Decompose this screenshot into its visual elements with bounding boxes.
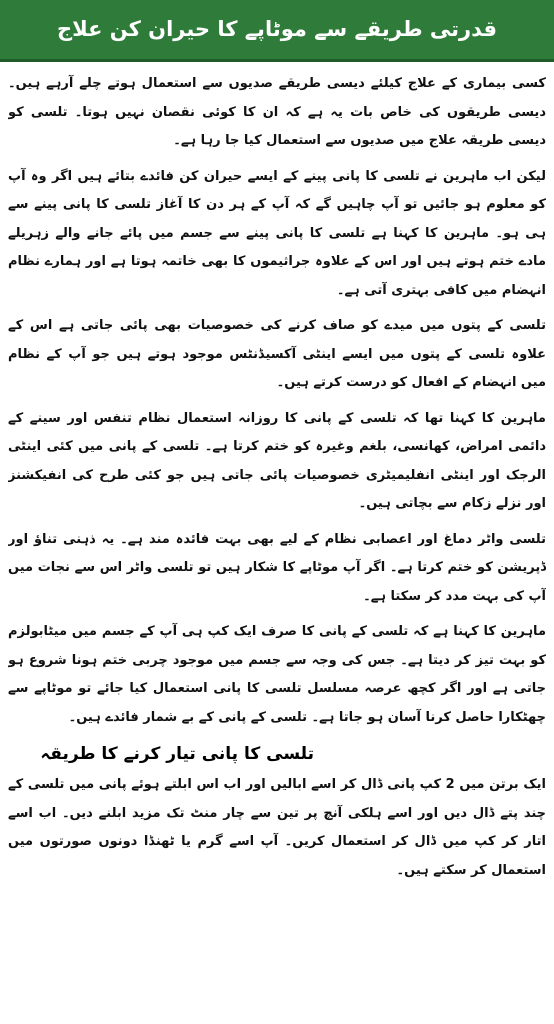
paragraph-nervous-system: تلسی واٹر دماغ اور اعصابی نظام کے لیے بھی بہت فائدہ مند ہے۔ یہ ذہنی تناؤ اور ڈپریشن کو ختم کرتا ہے۔ اگر آپ موٹاپے کا شکار ہیں تو تلسی واٹر اس سے نجات میں آپ کی بہت مدد کر سکتا ہے۔ [8, 531, 546, 604]
paragraph-metabolism: ماہرین کا کہنا ہے کہ تلسی کے پانی کا صرف ایک کپ ہی آپ کے جسم میں میٹابولزم کو بہت تیز کر دیتا ہے۔ جس کی وجہ سے جسم میں موجود چربی ختم ہونا شروع ہو جاتی ہے اور اگر کچھ عرصہ مسلسل تلسی کا پانی استعمال کیا جائے تو موٹاپے سے چھٹکارا حاصل کرنا آسان ہو جاتا ہے۔ تلسی کے پانی کے بے شمار فائدے ہیں۔ [8, 624, 546, 725]
article-body [8, 70, 546, 1024]
paragraph-method: ایک برتن میں 2 کپ پانی ڈال کر اسے ابالیں اور اب اس ابلتے ہوئے پانی میں تلسی کے چند پتے ڈال دیں اور اسے ہلکی آنچ پر تین سے چار منٹ تک مزید ابلنے دیں۔ اب اسے اتار کر کپ میں ڈال کر استعمال کریں۔ آپ اسے گرم یا ٹھنڈا دونوں صورتوں میں استعمال کر سکتے ہیں۔ [8, 777, 546, 878]
page-title: قدرتی طریقے سے موٹاپے کا حیران کن علاج [56, 16, 498, 41]
paragraph-intro: کسی بیماری کے علاج کیلئے دیسی طریقے صدیوں سے استعمال ہوتے چلے آرہے ہیں۔ دیسی طریقوں کی خاص بات یہ ہے کہ ان کا کوئی نقصان نہیں ہوتا۔ تلسی کو دیسی طریقہ علاج میں صدیوں سے استعمال کیا جا رہا ہے۔ [8, 76, 546, 148]
paragraph-leaves-digestion: تلسی کے پتوں میں میدے کو صاف کرنے کی خصوصیات بھی پائی جاتی ہے اس کے علاوہ تلسی کے پتوں میں ایسے اینٹی آکسیڈنٹس موجود ہوتے ہیں جو آپ کے نظام میں انہضام کے افعال کو درست کرتے ہیں۔ [8, 318, 546, 390]
paragraph-experts-benefits: لیکن اب ماہرین نے تلسی کا پانی پینے کے ایسے حیران کن فائدے بتائے ہیں اگر وہ آپ کو معلوم ہو جائیں تو آپ چاہیں گے کہ آپ کے ہر دن کا آغاز تلسی کا پانی پینے سے ہی ہو۔ ماہرین کا کہنا ہے تلسی کا پانی پینے سے جسم میں پائے جانے والے زہریلے مادے ختم ہوتے ہیں اور اس کے علاوہ جراثیموں کا بھی خاتمہ ہوتا ہے اور ہمارے نظام انہضام میں کافی بہتری آتی ہے۔ [8, 168, 546, 298]
title-banner [0, 0, 554, 62]
paragraph-respiratory: ماہرین کا کہنا تھا کہ تلسی کے پانی کا روزانہ استعمال نظام تنفس اور سینے کے دائمی امراض، کھانسی، بلغم وغیرہ کو ختم کرتا ہے۔ تلسی کے پانی میں کئی اینٹی الرجک اور اینٹی انفلیمیٹری خصوصیات پائی جاتی ہیں جو کئی طرح کی انفیکشنز اور نزلے زکام سے بچاتی ہیں۔ [8, 410, 546, 511]
method-heading: تلسی کا پانی تیار کرنے کا طریقہ [40, 744, 314, 764]
